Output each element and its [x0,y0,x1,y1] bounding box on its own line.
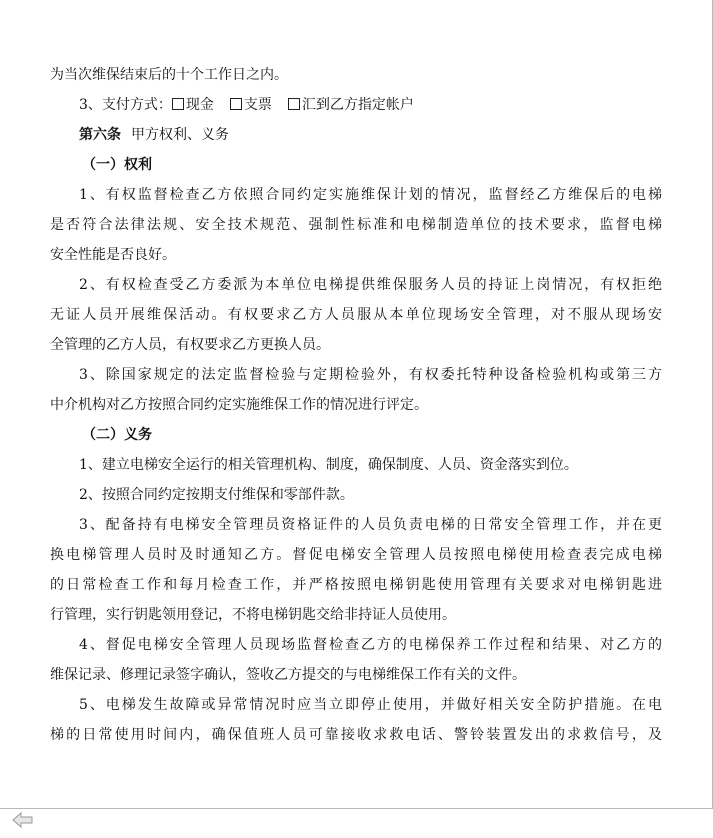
option-cash-label: 现金 [185,97,214,113]
option-check-label: 支票 [243,97,272,113]
text-line: 梯的日常使用时间内，确保值班人员可靠接收求救电话、警铃装置发出的求救信号，及 [50,727,662,743]
checkbox-cash[interactable] [172,98,184,110]
article-title: 甲方权利、义务 [131,127,229,143]
article-heading [50,120,662,150]
text-line: 4、督促电梯安全管理人员现场监督检查乙方的电梯保养工作过程和结果、对乙方的 [79,637,662,653]
text-line: 为当次维保结束后的十个工作日之内。 [50,67,288,83]
text-line: 1、有权监督检查乙方依照合同约定实施维保计划的情况，监督经乙方维保后的电梯 [79,187,662,203]
payment-method-label: 3、支付方式： [79,97,172,113]
text-line: 安全性能是否良好。 [50,247,176,263]
text-line: 2、有权检查受乙方委派为本单位电梯提供维保服务人员的持证上岗情况，有权拒绝 [79,277,662,293]
option-transfer-label: 汇到乙方指定帐户 [301,97,414,113]
text-line: 维保记录、修理记录签字确认，签收乙方提交的与电梯维保工作有关的文件。 [50,667,526,683]
article-number: 第六条 [79,127,121,143]
section-heading-duties: （二）义务 [82,427,152,443]
text-line: 中介机构对乙方按照合同约定实施维保工作的情况进行评定。 [50,397,428,413]
text-line: 无证人员开展维保活动。有权要求乙方人员服从本单位现场安全管理，对不服从现场安 [50,307,662,323]
section-heading-rights: （一）权利 [82,157,152,173]
checkbox-check[interactable] [230,98,242,110]
payment-method-line [50,90,662,120]
text-line: 行管理，实行钥匙领用登记，不将电梯钥匙交给非持证人员使用。 [50,607,456,623]
left-arrow-icon[interactable] [12,812,34,828]
text-line: 2、按照合同约定按期支付维保和零部件款。 [79,487,354,503]
text-line: 3、配备持有电梯安全管理员资格证件的人员负责电梯的日常安全管理工作，并在更 [79,517,662,533]
checkbox-transfer[interactable] [288,98,300,110]
text-line: 5、电梯发生故障或异常情况时应当立即停止使用，并做好相关安全防护措施。在电 [79,697,662,713]
navigation-bar [0,809,713,838]
text-line: 1、建立电梯安全运行的相关管理机构、制度，确保制度、人员、资金落实到位。 [79,457,578,473]
text-line: 是否符合法律法规、安全技术规范、强制性标准和电梯制造单位的技术要求，监督电梯 [50,217,662,233]
text-line: 的日常检查工作和每月检查工作，并严格按照电梯钥匙使用管理有关要求对电梯钥匙进 [50,577,662,593]
text-line: 3、除国家规定的法定监督检验与定期检验外，有权委托特种设备检验机构或第三方 [79,367,662,383]
text-line: 换电梯管理人员时及时通知乙方。督促电梯安全管理人员按照电梯使用检查表完成电梯 [50,547,662,563]
text-line: 全管理的乙方人员，有权要求乙方更换人员。 [50,337,330,353]
